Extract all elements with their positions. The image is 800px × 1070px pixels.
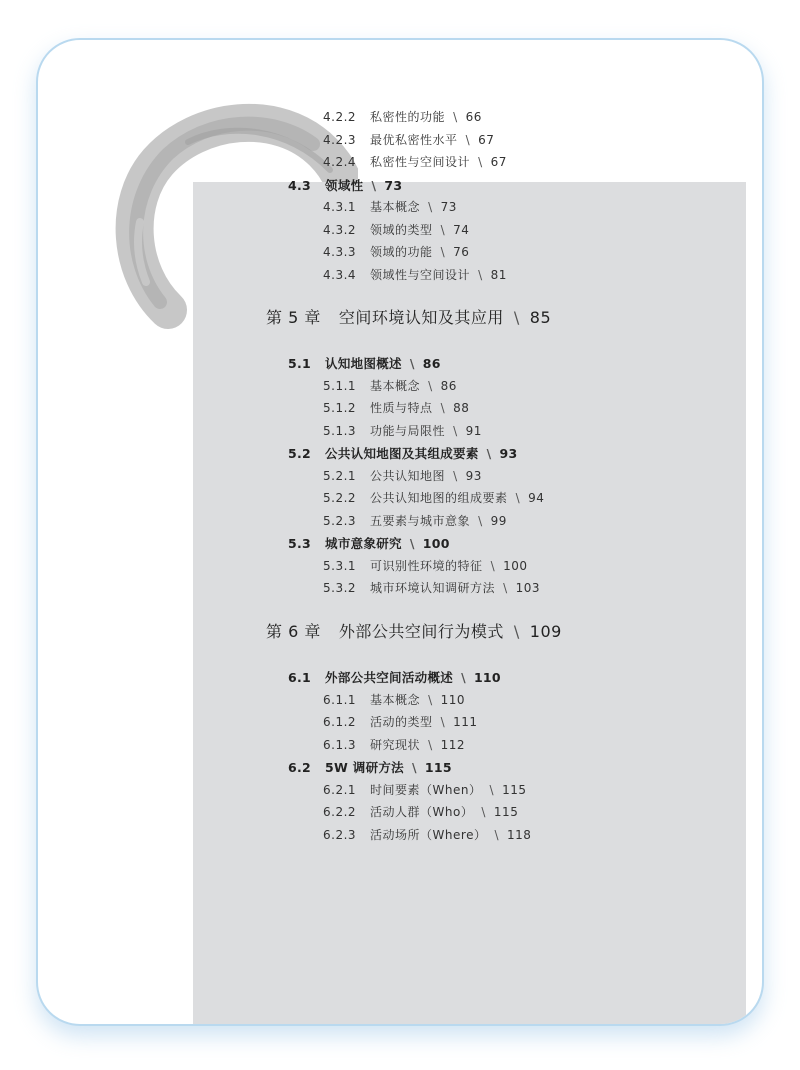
toc-number: 6.1 [288,670,312,685]
toc-title: 私密性的功能 [370,110,446,124]
toc-title: 空间环境认知及其应用 [338,308,504,327]
toc-number: 5.3.1 [323,559,357,573]
toc-page-number: 112 [440,738,466,752]
toc-title: 城市意象研究 [325,536,402,551]
toc-number: 5.2.2 [323,491,357,505]
toc-number: 6.2.2 [323,805,357,819]
toc-title: 领域的功能 [370,245,433,259]
toc-title: 公共认知地图 [370,469,446,483]
toc-title: 领域的类型 [370,223,433,237]
toc-page-number: 93 [499,446,518,461]
toc-page-number: 103 [515,581,541,595]
toc-page-number: 118 [507,828,532,842]
toc-separator: \ [428,200,433,214]
toc-separator: \ [428,738,433,752]
toc-section-entry [288,668,501,686]
toc-page [193,110,746,1026]
toc-title: 私密性与空间设计 [370,155,471,169]
toc-page-number: 73 [440,200,457,214]
toc-page-number: 110 [440,693,466,707]
toc-page-number: 109 [529,622,562,641]
toc-title: 公共认知地图的组成要素 [370,491,508,505]
toc-title: 五要素与城市意象 [370,514,471,528]
toc-subsection-entry [323,579,540,596]
toc-number: 4.3 [288,178,312,193]
toc-title: 可识别性环境的特征 [370,559,483,573]
toc-section-entry [288,758,452,776]
toc-page-number: 67 [490,155,507,169]
toc-number: 5.1 [288,356,312,371]
toc-page-number: 74 [453,223,470,237]
toc-subsection-entry [323,781,526,798]
toc-separator: \ [440,245,446,259]
toc-separator: \ [513,308,520,327]
toc-subsection-entry [323,826,531,843]
toc-separator: \ [486,446,492,461]
toc-number: 5.1.3 [323,424,357,438]
toc-title: 领域性 [325,178,364,193]
toc-number: 5.1.1 [323,379,357,393]
toc-separator: \ [494,828,500,842]
toc-subsection-entry [323,108,482,125]
toc-separator: \ [515,491,521,505]
toc-number: 4.2.2 [323,110,357,124]
rounded-frame [36,38,764,1026]
toc-page-number: 115 [502,783,527,797]
toc-separator: \ [428,379,433,393]
toc-title: 研究现状 [370,738,421,752]
toc-separator: \ [440,715,446,729]
toc-title: 功能与局限性 [370,424,446,438]
toc-title: 5W 调研方法 [325,760,404,775]
toc-page-number: 73 [384,178,403,193]
toc-separator: \ [409,356,415,371]
toc-page-number: 99 [490,514,507,528]
toc-subsection-entry [323,399,469,416]
toc-page-number: 115 [493,805,519,819]
toc-separator: \ [440,401,446,415]
toc-subsection-entry [323,377,457,394]
toc-title: 活动场所（Where） [370,828,487,842]
toc-subsection-entry [323,131,494,148]
toc-separator: \ [371,178,377,193]
toc-number: 6.1.1 [323,693,357,707]
toc-section-entry [288,444,518,462]
toc-title: 时间要素（When） [370,783,482,797]
toc-number: 5.1.2 [323,401,357,415]
toc-title: 公共认知地图及其组成要素 [325,446,479,461]
toc-title: 基本概念 [370,200,421,214]
toc-separator: \ [503,581,508,595]
toc-separator: \ [489,783,495,797]
toc-page-number: 100 [503,559,528,573]
toc-number: 4.3.1 [323,200,357,214]
toc-page-number: 86 [440,379,457,393]
toc-page-number: 91 [465,424,482,438]
toc-subsection-entry [323,512,507,529]
toc-title: 外部公共空间活动概述 [325,670,454,685]
toc-title: 外部公共空间行为模式 [338,622,504,641]
toc-separator: \ [461,670,466,685]
toc-subsection-entry [323,467,482,484]
toc-subsection-entry [323,489,544,506]
toc-title: 性质与特点 [370,401,433,415]
toc-number: 5.3.2 [323,581,357,595]
toc-separator: \ [453,469,458,483]
toc-title: 活动人群（Who） [370,805,474,819]
toc-page-number: 66 [465,110,482,124]
toc-page-number: 67 [478,133,495,147]
toc-section-entry [288,354,441,372]
toc-page-number: 86 [422,356,441,371]
toc-number: 5.3 [288,536,312,551]
toc-chapter-entry [266,305,551,328]
toc-number: 4.3.3 [323,245,357,259]
toc-page-number: 88 [453,401,470,415]
toc-separator: \ [409,536,415,551]
toc-section-entry [288,534,450,552]
toc-number: 6.1.3 [323,738,357,752]
toc-number: 5.2 [288,446,312,461]
toc-page-number: 111 [453,715,478,729]
toc-separator: \ [481,805,486,819]
toc-subsection-entry [323,736,465,753]
toc-title: 活动的类型 [370,715,433,729]
toc-separator: \ [478,268,483,282]
toc-number: 4.2.3 [323,133,357,147]
toc-title: 认知地图概述 [325,356,402,371]
toc-separator: \ [428,693,433,707]
toc-subsection-entry [323,713,478,730]
toc-subsection-entry [323,557,528,574]
toc-subsection-entry [323,691,465,708]
toc-separator: \ [453,424,458,438]
toc-number: 4.2.4 [323,155,357,169]
toc-separator: \ [453,110,458,124]
toc-subsection-entry [323,266,507,283]
toc-page-number: 85 [529,308,552,327]
toc-page-number: 110 [473,670,501,685]
toc-number: 6.2 [288,760,312,775]
toc-page-number: 100 [422,536,450,551]
toc-separator: \ [440,223,446,237]
toc-subsection-entry [323,153,507,170]
toc-number: 第 5 章 [266,308,321,327]
toc-page-number: 115 [424,760,452,775]
toc-page-number: 94 [528,491,545,505]
toc-chapter-entry [266,619,562,642]
toc-separator: \ [478,514,483,528]
toc-number: 6.2.3 [323,828,357,842]
toc-subsection-entry [323,243,469,260]
toc-title: 领域性与空间设计 [370,268,471,282]
toc-separator: \ [513,622,520,641]
toc-subsection-entry [323,221,469,238]
toc-page-number: 76 [453,245,470,259]
toc-title: 最优私密性水平 [370,133,458,147]
toc-subsection-entry [323,803,518,820]
toc-number: 5.2.3 [323,514,357,528]
toc-number: 6.2.1 [323,783,357,797]
toc-number: 4.3.4 [323,268,357,282]
toc-number: 4.3.2 [323,223,357,237]
toc-title: 基本概念 [370,379,421,393]
toc-number: 第 6 章 [266,622,321,641]
toc-page-number: 93 [465,469,482,483]
toc-separator: \ [490,559,496,573]
toc-separator: \ [465,133,471,147]
toc-separator: \ [411,760,417,775]
toc-separator: \ [478,155,483,169]
toc-number: 6.1.2 [323,715,357,729]
toc-subsection-entry [323,422,482,439]
toc-subsection-entry [323,198,457,215]
toc-number: 5.2.1 [323,469,357,483]
toc-section-entry [288,176,402,194]
toc-title: 基本概念 [370,693,421,707]
toc-title: 城市环境认知调研方法 [370,581,496,595]
toc-page-number: 81 [490,268,507,282]
